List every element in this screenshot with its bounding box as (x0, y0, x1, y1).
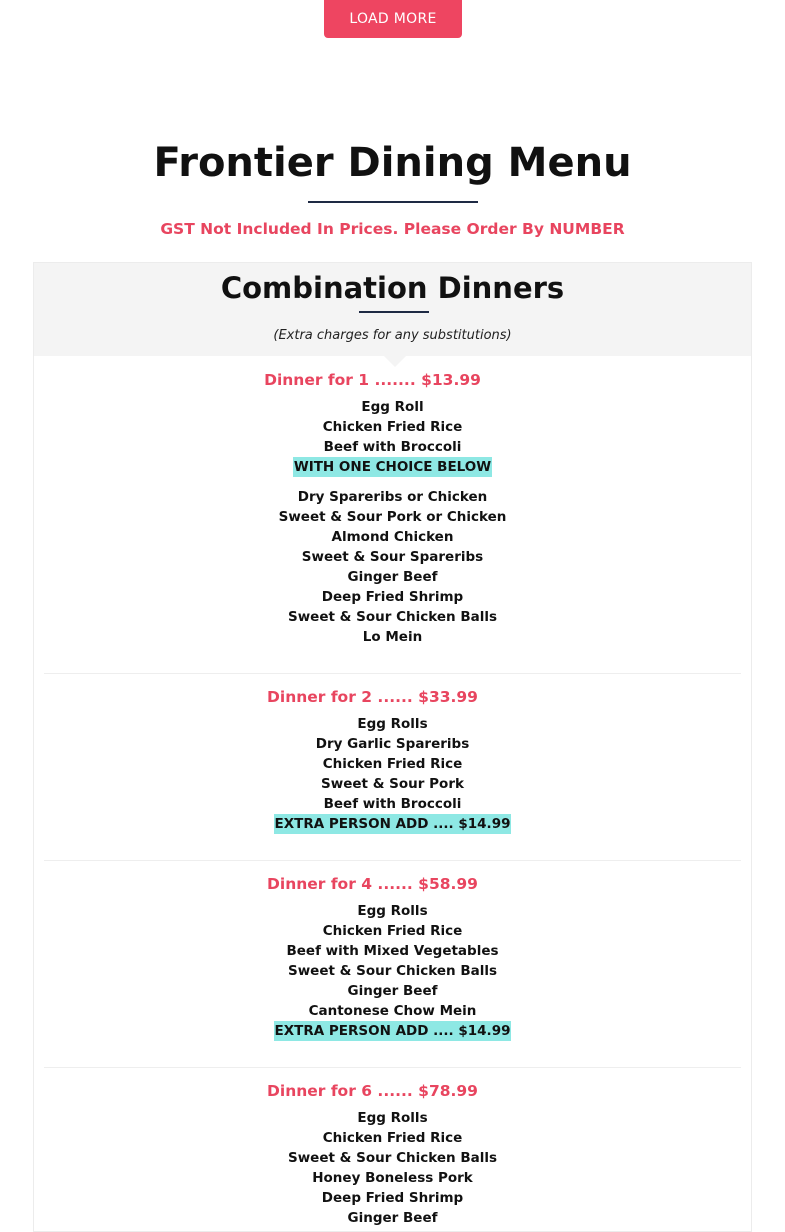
title-divider (308, 201, 478, 203)
menu-item: Beef with Mixed Vegetables (286, 943, 499, 959)
menu-item: Honey Boneless Pork (312, 1170, 473, 1186)
menu-item: Beef with Broccoli (323, 796, 462, 812)
choice-item: Ginger Beef (347, 569, 438, 585)
section-divider (359, 311, 429, 313)
dinner-for-4 (44, 873, 741, 1041)
dinner-title: Dinner for 4 ...... $58.99 (267, 875, 478, 893)
combination-dinners-card (33, 262, 752, 1232)
menu-item: Beef with Broccoli (323, 439, 462, 455)
menu-item: Chicken Fried Rice (322, 923, 463, 939)
choice-item: Lo Mein (362, 629, 423, 645)
dinner-title: Dinner for 1 ....... $13.99 (264, 371, 481, 389)
menu-item: Chicken Fried Rice (322, 419, 463, 435)
menu-item: Sweet & Sour Pork (321, 776, 464, 792)
dinner-for-6 (44, 1080, 741, 1228)
extra-person-note: EXTRA PERSON ADD .... $14.99 (274, 1023, 511, 1039)
menu-item: Sweet & Sour Chicken Balls (287, 1150, 498, 1166)
menu-item: Chicken Fried Rice (322, 1130, 463, 1146)
menu-item: Egg Rolls (357, 716, 428, 732)
menu-item: Egg Roll (361, 399, 424, 415)
menu-item: Egg Rolls (357, 903, 428, 919)
choice-item: Sweet & Sour Pork or Chicken (278, 509, 507, 525)
dinner-for-1 (44, 369, 741, 647)
menu-item: Deep Fried Shrimp (321, 1190, 464, 1206)
section-title: Combination Dinners (220, 271, 565, 305)
price-notice: GST Not Included In Prices. Please Order By NUMBER (160, 220, 625, 238)
choice-item: Dry Spareribs or Chicken (297, 489, 488, 505)
dinner-divider (44, 1067, 741, 1068)
choice-item: Sweet & Sour Spareribs (301, 549, 484, 565)
section-header (34, 263, 751, 356)
menu-item: Cantonese Chow Mein (308, 1003, 477, 1019)
dinner-title: Dinner for 2 ...... $33.99 (267, 688, 478, 706)
choice-item: Deep Fried Shrimp (321, 589, 464, 605)
page-title: Frontier Dining Menu (153, 140, 632, 186)
menu-item: Ginger Beef (347, 1210, 438, 1226)
menu-item: Ginger Beef (347, 983, 438, 999)
dinner-for-2 (44, 686, 741, 834)
choice-item: Sweet & Sour Chicken Balls (287, 609, 498, 625)
dinner-divider (44, 860, 741, 861)
choice-note: WITH ONE CHOICE BELOW (293, 459, 492, 475)
dinner-divider (44, 673, 741, 674)
section-note: (Extra charges for any substitutions) (273, 328, 512, 343)
menu-item: Egg Rolls (357, 1110, 428, 1126)
dinner-title: Dinner for 6 ...... $78.99 (267, 1082, 478, 1100)
load-more-button[interactable]: LOAD MORE (324, 0, 462, 38)
menu-item: Dry Garlic Spareribs (315, 736, 470, 752)
menu-item: Sweet & Sour Chicken Balls (287, 963, 498, 979)
extra-person-note: EXTRA PERSON ADD .... $14.99 (274, 816, 511, 832)
menu-item: Chicken Fried Rice (322, 756, 463, 772)
choice-item: Almond Chicken (331, 529, 454, 545)
